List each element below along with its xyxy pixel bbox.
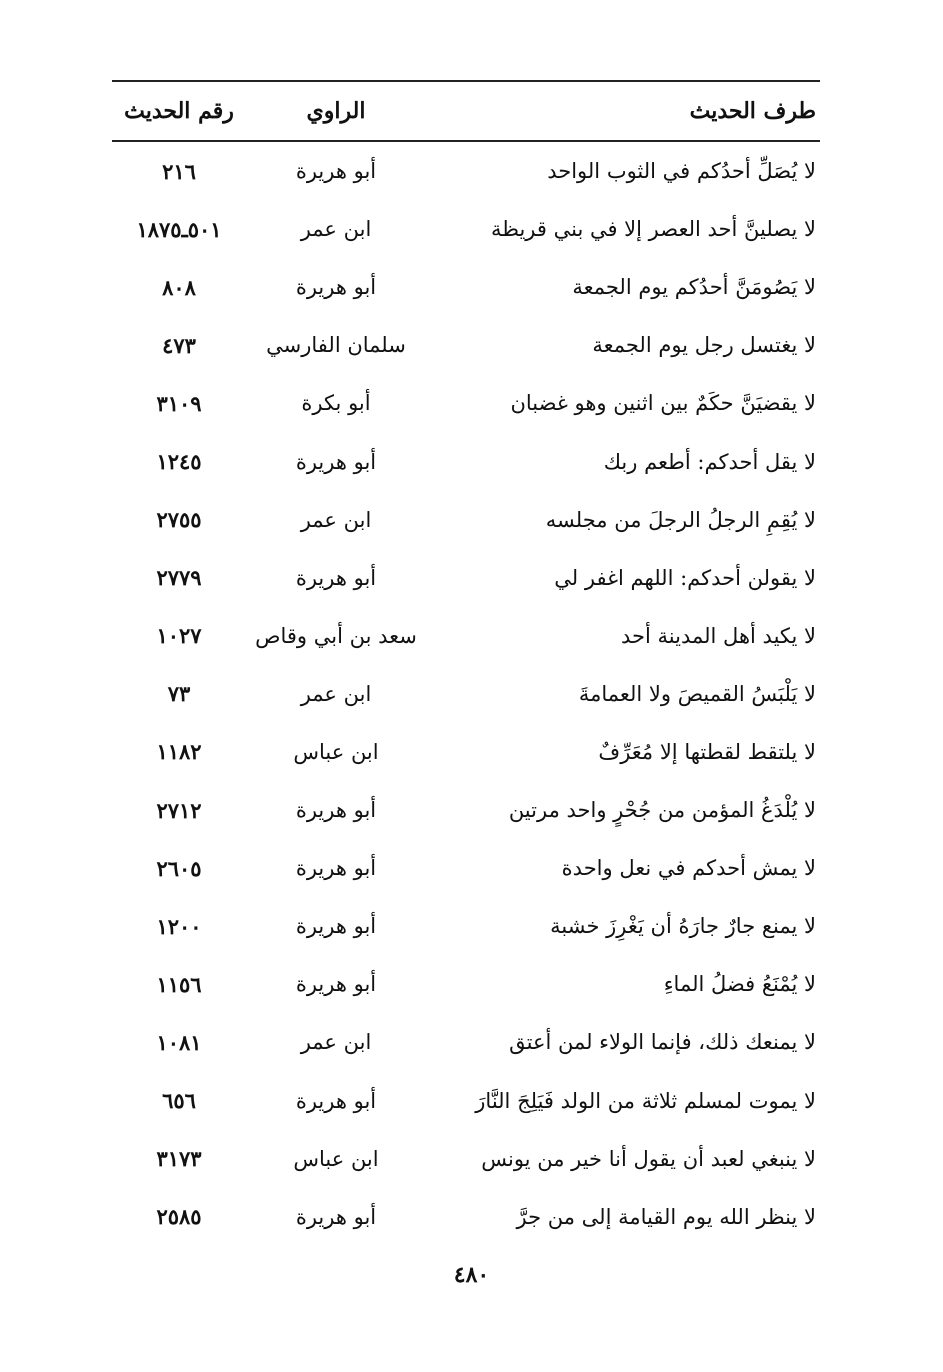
narrator-name: أبو بكرة: [301, 391, 371, 416]
header-narrator-label: الراوي: [306, 98, 366, 124]
narrator-name: ابن عباس: [293, 739, 379, 764]
index-table: [112, 80, 820, 1246]
table-row: [112, 491, 820, 549]
header-number-cell: [112, 98, 246, 124]
hadith-number: ٣١٧٣: [156, 1146, 202, 1172]
table-row: [112, 723, 820, 781]
hadith-number: ١٢٠٠: [156, 913, 202, 939]
narrator-name: ابن عمر: [300, 1030, 372, 1055]
header-hadith-label: طرف الحديث: [689, 98, 816, 124]
hadith-text: لا يَصُومَنَّ أحدُكم يوم الجمعة: [572, 275, 816, 300]
hadith-text: لا يلتقط لقطتها إلا مُعَرِّفٌ: [598, 739, 816, 764]
hadith-text: لا يقضيَنَّ حكَمٌ بين اثنين وهو غضبان: [510, 391, 816, 416]
hadith-text: لا ينبغي لعبد أن يقول أنا خير من يونس: [481, 1146, 816, 1171]
table-row: [112, 374, 820, 432]
hadith-text: لا يمش أحدكم في نعل واحدة: [561, 856, 816, 881]
table-row: [112, 432, 820, 490]
hadith-text: لا يُلْدَغُ المؤمن من جُحْرٍ واحد مرتين: [508, 798, 816, 823]
hadith-text: لا يُمْنَعُ فضلُ الماءِ: [663, 972, 816, 997]
page-number: ٤٨٠: [453, 1262, 490, 1288]
narrator-name: أبو هريرة: [295, 972, 377, 997]
hadith-number: ١٠٢٧: [156, 623, 202, 649]
table-row: [112, 839, 820, 897]
hadith-text: لا يقل أحدكم: أطعم ربك: [603, 449, 816, 474]
table-row: [112, 1072, 820, 1130]
narrator-name: ابن عمر: [300, 507, 372, 532]
table-row: [112, 316, 820, 374]
table-row: [112, 1013, 820, 1071]
narrator-name: أبو هريرة: [295, 856, 377, 881]
hadith-text: لا يمنع جارٌ جارَهُ أن يَغْرِزَ خشبة: [550, 914, 816, 939]
hadith-text: لا يصلينَّ أحد العصر إلا في بني قريظة: [490, 217, 816, 242]
narrator-name: ابن عمر: [300, 681, 372, 706]
hadith-number: ١٠٨١: [156, 1029, 202, 1055]
table-row: [112, 607, 820, 665]
hadith-number: ٢٧٧٩: [156, 565, 202, 591]
narrator-name: أبو هريرة: [295, 275, 377, 300]
table-row: [112, 955, 820, 1013]
narrator-name: أبو هريرة: [295, 1088, 377, 1113]
hadith-number: ٢٥٨٥: [156, 1204, 202, 1230]
narrator-name: سعد بن أبي وقاص: [255, 623, 417, 648]
hadith-text: لا ينظر الله يوم القيامة إلى من جرَّ: [516, 1204, 816, 1229]
hadith-number: ٧٣: [167, 681, 191, 707]
table-row: [112, 142, 820, 200]
table-row: [112, 258, 820, 316]
table-row: [112, 665, 820, 723]
hadith-text: لا يُقِمِ الرجلُ الرجلَ من مجلسه: [545, 507, 816, 532]
table-header: [112, 82, 820, 142]
hadith-number: ٢٦٠٥: [156, 855, 202, 881]
hadith-number: ٦٥٦: [162, 1088, 196, 1114]
hadith-number: ٥٠١ـ١٨٧٥: [136, 216, 222, 242]
narrator-name: سلمان الفارسي: [266, 333, 406, 358]
hadith-number: ١١٨٢: [156, 739, 202, 765]
header-number-label: رقم الحديث: [124, 98, 234, 124]
hadith-number: ٢٧١٢: [156, 797, 202, 823]
hadith-number: ٢١٦: [162, 158, 196, 184]
table-row: [112, 1130, 820, 1188]
hadith-text: لا يمنعك ذلك، فإنما الولاء لمن أعتق: [509, 1030, 816, 1055]
table-row: [112, 897, 820, 955]
hadith-text: لا يموت لمسلم ثلاثة من الولد فَيَلِجَ النَّارَ: [475, 1088, 816, 1113]
narrator-name: أبو هريرة: [295, 449, 377, 474]
table-row: [112, 200, 820, 258]
hadith-number: ١١٥٦: [156, 971, 202, 997]
table-row: [112, 1188, 820, 1246]
hadith-number: ٨٠٨: [162, 274, 196, 300]
table-row: [112, 549, 820, 607]
hadith-text: لا يغتسل رجل يوم الجمعة: [592, 333, 816, 358]
header-narrator-cell: [246, 98, 426, 124]
narrator-name: أبو هريرة: [295, 798, 377, 823]
narrator-name: أبو هريرة: [295, 914, 377, 939]
hadith-text: لا يكيد أهل المدينة أحد: [621, 623, 816, 648]
narrator-name: ابن عمر: [300, 217, 372, 242]
hadith-number: ١٢٤٥: [156, 449, 202, 475]
hadith-number: ٤٧٣: [162, 332, 196, 358]
narrator-name: ابن عباس: [293, 1146, 379, 1171]
hadith-text: لا يُصَلِّ أحدُكم في الثوب الواحد: [547, 159, 816, 184]
narrator-name: أبو هريرة: [295, 565, 377, 590]
header-hadith-cell: [426, 98, 820, 124]
hadith-number: ٢٧٥٥: [156, 507, 202, 533]
narrator-name: أبو هريرة: [295, 159, 377, 184]
narrator-name: أبو هريرة: [295, 1204, 377, 1229]
table-body: [112, 142, 820, 1246]
hadith-text: لا يقولن أحدكم: اللهم اغفر لي: [554, 565, 816, 590]
hadith-text: لا يَلْبَسُ القميصَ ولا العمامةَ: [578, 681, 816, 706]
hadith-number: ٣١٠٩: [156, 390, 202, 416]
table-row: [112, 781, 820, 839]
